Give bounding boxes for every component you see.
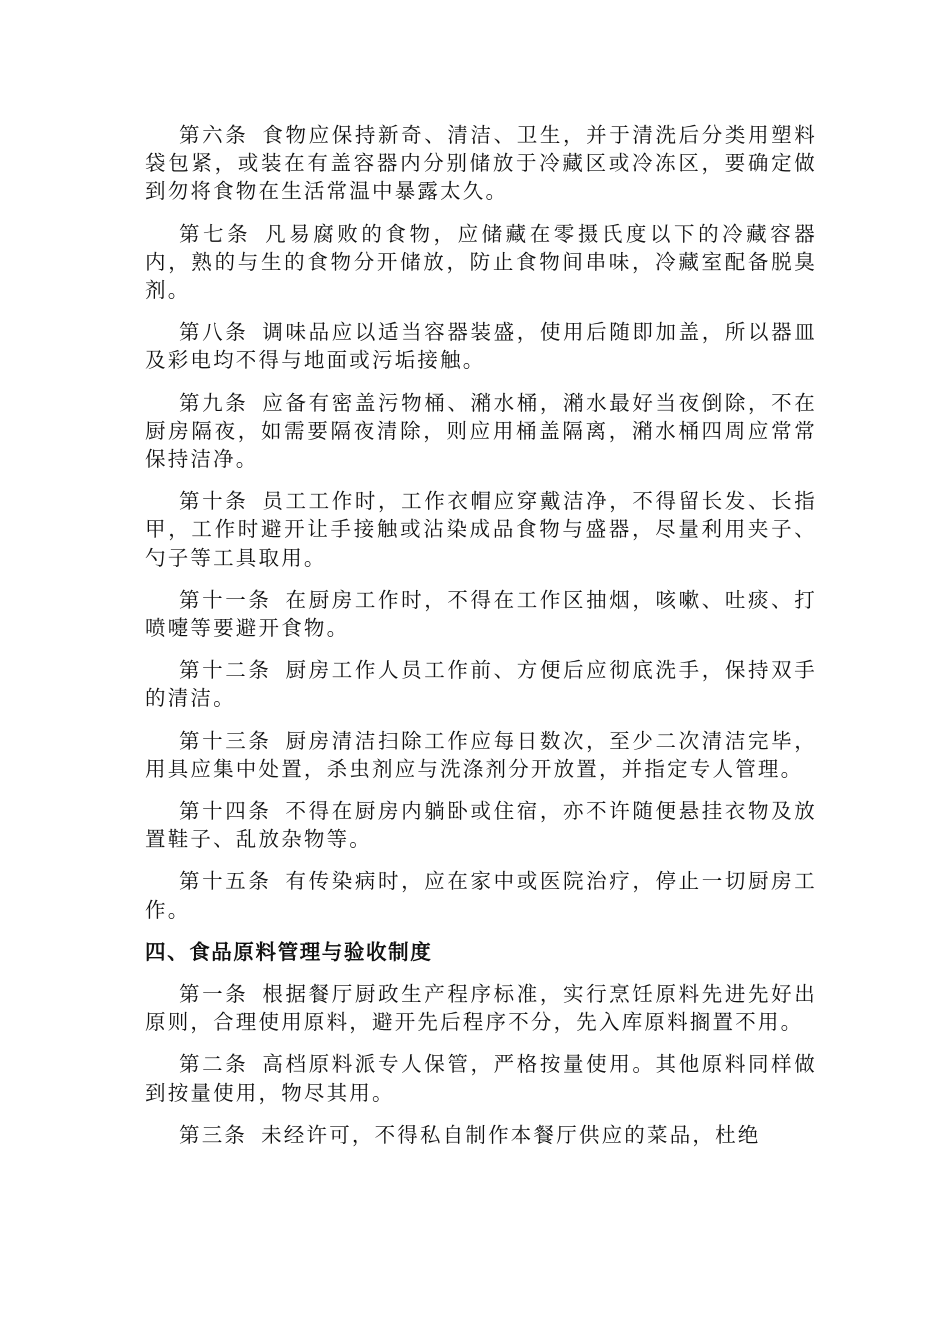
article-8 [145, 318, 817, 374]
article-number: 第二条 [179, 1052, 249, 1077]
article-14 [145, 797, 817, 853]
article-text: 调味品应以适当容器装盛，使用后随即加盖，所以器皿及彩电均不得与地面或污垢接触。 [145, 320, 817, 373]
article-12 [145, 656, 817, 712]
article-9 [145, 389, 817, 474]
article-2 [145, 1050, 817, 1106]
article-text: 凡易腐败的食物，应储藏在零摄氏度以下的冷藏容器内，熟的与生的食物分开储放，防止食物间串味，冷藏室配备脱臭剂。 [145, 221, 817, 303]
article-3 [145, 1121, 817, 1149]
article-number: 第十一条 [179, 587, 272, 612]
article-number: 第六条 [179, 123, 249, 147]
article-text: 根据餐厅厨政生产程序标准，实行烹饪原料先进先好出原则，合理使用原料，避开先后程序不分，先入库原料搁置不用。 [145, 982, 817, 1035]
article-text: 有传染病时，应在家中或医院治疗，停止一切厨房工作。 [145, 869, 817, 922]
article-number: 第九条 [179, 390, 249, 415]
article-text: 员工工作时，工作衣帽应穿戴洁净，不得留长发、长指甲，工作时避开让手接触或沾染成品食物与盛器，尽量利用夹子、勺子等工具取用。 [145, 489, 817, 570]
article-13 [145, 727, 817, 783]
article-text: 高档原料派专人保管，严格按量使用。其他原料同样做到按量使用，物尽其用。 [145, 1052, 817, 1105]
article-number: 第七条 [179, 221, 252, 246]
article-text: 厨房清洁扫除工作应每日数次，至少二次清洁完毕，用具应集中处置，杀虫剂应与洗涤剂分开放置，并指定专人管理。 [145, 728, 817, 781]
article-number: 第十四条 [179, 799, 272, 824]
article-15 [145, 867, 817, 923]
article-number: 第十二条 [179, 658, 272, 683]
article-text: 应备有密盖污物桶、潲水桶，潲水最好当夜倒除，不在厨房隔夜，如需要隔夜清除，则应用桶盖隔离，潲水桶四周应常常保持洁净。 [145, 390, 817, 472]
article-number: 第十条 [179, 489, 249, 514]
article-text: 在厨房工作时，不得在工作区抽烟，咳嗽、吐痰、打喷嚏等要避开食物。 [145, 587, 817, 641]
article-number: 第八条 [179, 320, 249, 345]
article-7 [145, 220, 817, 305]
article-text: 未经许可，不得私自制作本餐厅供应的菜品，杜绝 [261, 1122, 761, 1147]
article-text: 厨房工作人员工作前、方便后应彻底洗手，保持双手的清洁。 [145, 658, 817, 711]
article-number: 第三条 [179, 1122, 248, 1147]
article-11 [145, 586, 817, 642]
article-number: 第十三条 [179, 728, 272, 753]
article-6 [145, 121, 817, 206]
article-number: 第一条 [179, 982, 249, 1007]
document-page [145, 121, 817, 1163]
article-1 [145, 980, 817, 1036]
article-number: 第十五条 [179, 869, 272, 894]
article-10 [145, 487, 817, 572]
article-text: 食物应保持新奇、清洁、卫生，并于清洗后分类用塑料袋包紧，或装在有盖容器内分别储放于冷藏区或冷冻区，要确定做到勿将食物在生活常温中暴露太久。 [145, 123, 817, 204]
section-heading: 四、食品原料管理与验收制度 [145, 939, 433, 964]
article-text: 不得在厨房内躺卧或住宿，亦不许随便悬挂衣物及放置鞋子、乱放杂物等。 [145, 799, 817, 852]
